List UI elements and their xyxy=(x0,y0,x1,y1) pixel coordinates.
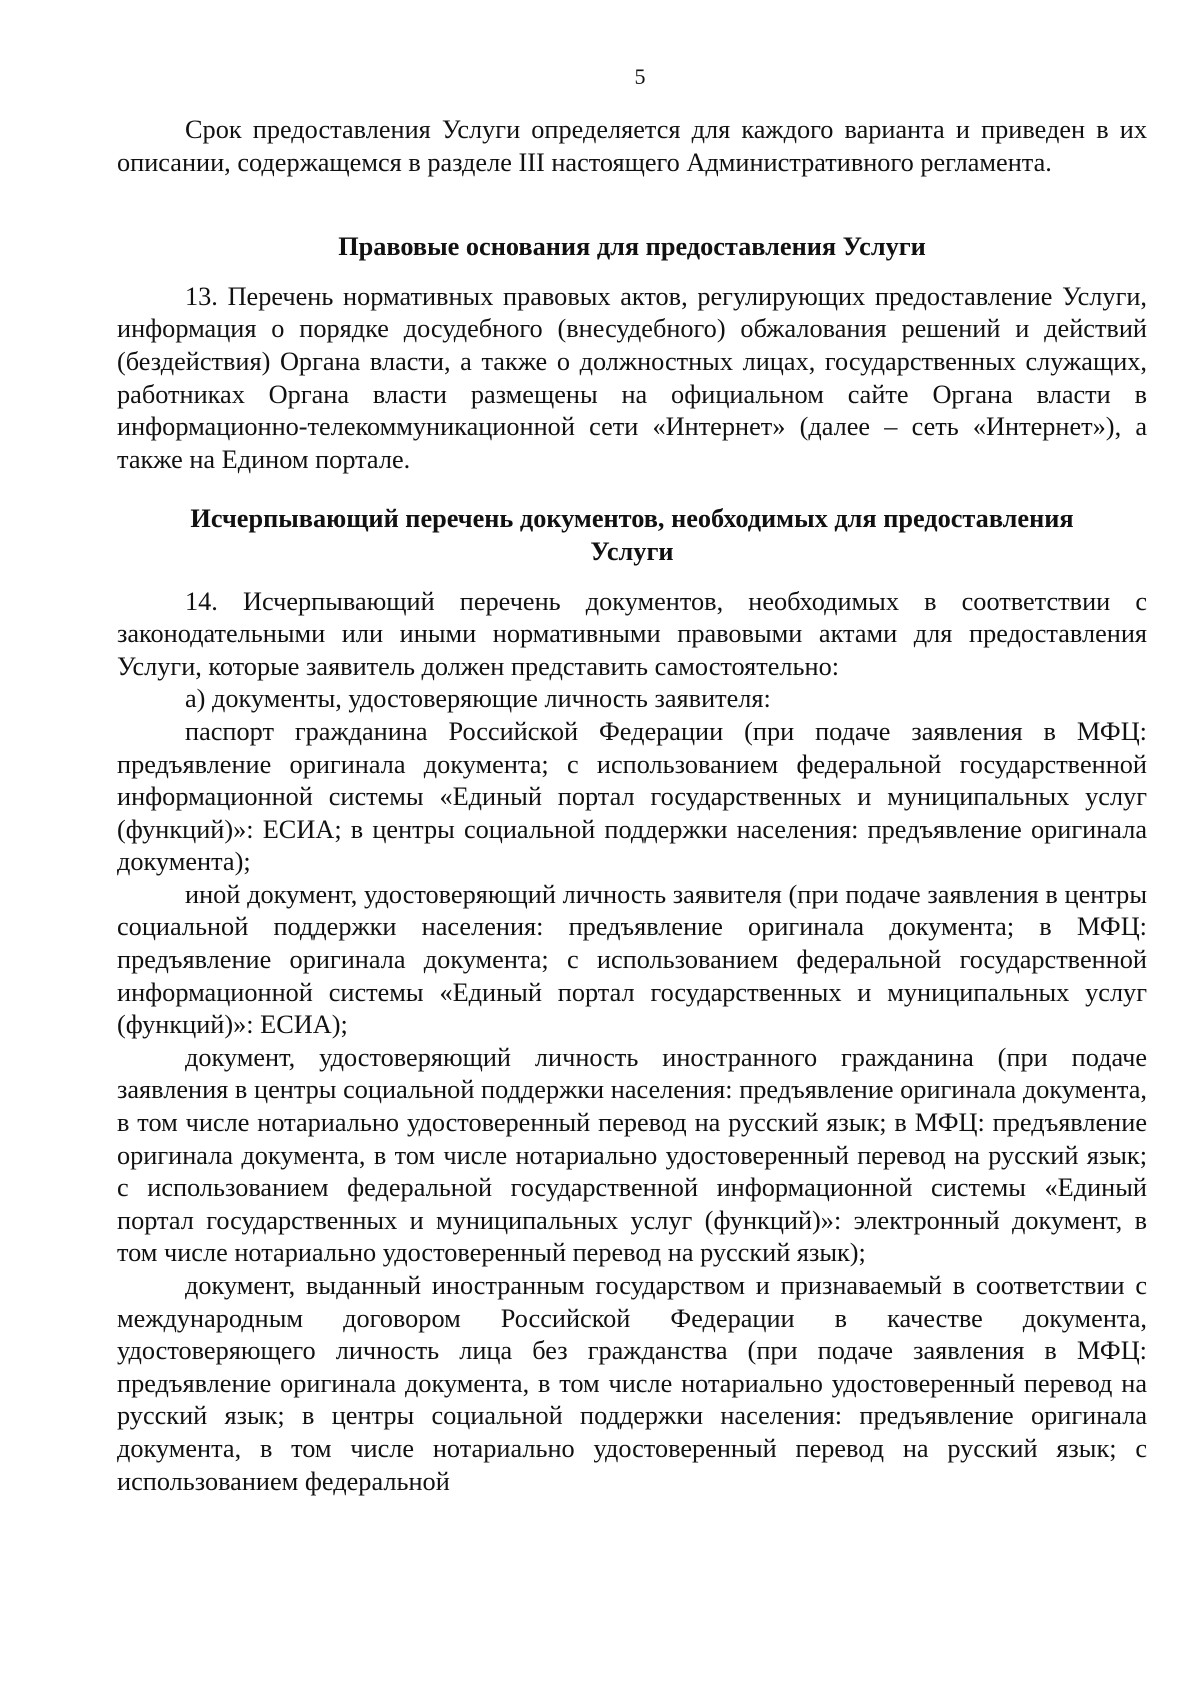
heading-required-documents: Исчерпывающий перечень документов, необходимых для предоставления Услуги xyxy=(190,504,1074,566)
list-item-a: а) документы, удостоверяющие личность заявителя: xyxy=(185,684,771,714)
paragraph-passport: паспорт гражданина Российской Федерации (при подаче заявления в МФЦ: предъявление оригинала документа; с использованием федеральной государственной информационной системы «Единый портал государственных и муниципальных услуг (функций)»: ЕСИА; в центры социальной поддержки населения: предъявление оригинала документа); xyxy=(117,716,1147,877)
paragraph-foreign-citizen-document: документ, удостоверяющий личность иностранного гражданина (при подаче заявления в центры социальной поддержки населения: предъявление оригинала документа, в том числе нотариально удостоверенный перевод на русский язык; в МФЦ: предъявление оригинала документа, в том числе нотариально удостоверенный перевод на русский язык; с использованием федеральной государственной информационной системы «Единый портал государственных и муниципальных услуг (функций)»: электронный документ, в том числе нотариально удостоверенный перевод на русский язык); xyxy=(117,1042,1147,1268)
page-number: 5 xyxy=(634,64,646,89)
paragraph-13: 13. Перечень нормативных правовых актов, регулирующих предоставление Услуги, информация о порядке досудебного (внесудебного) обжалования решений и действий (бездействия) Органа власти, а также о должностных лицах, государственных служащих, работниках Органа власти размещены на официальном сайте Органа власти в информационно-телекоммуникационной сети «Интернет» (далее – сеть «Интернет»), а также на Едином портале. xyxy=(117,281,1147,474)
heading-legal-basis: Правовые основания для предоставления Услуги xyxy=(338,232,926,262)
paragraph-14: 14. Исчерпывающий перечень документов, необходимых в соответствии с законодательными или иными нормативными правовыми актами для предоставления Услуги, которые заявитель должен представить самостоятельно: xyxy=(117,586,1147,681)
paragraph-service-term: Срок предоставления Услуги определяется для каждого варианта и приведен в их описании, содержащемся в разделе III настоящего Административного регламента. xyxy=(117,115,1147,177)
paragraph-other-identity-document: иной документ, удостоверяющий личность заявителя (при подаче заявления в центры социальной поддержки населения: предъявление оригинала документа; в МФЦ: предъявление оригинала документа; с использованием федеральной государственной информационной системы «Единый портал государственных и муниципальных услуг (функций)»: ЕСИА); xyxy=(117,879,1147,1040)
document-page xyxy=(117,64,1147,1498)
paragraph-stateless-person-document: документ, выданный иностранным государством и признаваемый в соответствии с международным договором Российской Федерации в качестве документа, удостоверяющего личность лица без гражданства (при подаче заявления в МФЦ: предъявление оригинала документа, в том числе нотариально удостоверенный перевод на русский язык; в центры социальной поддержки населения: предъявление оригинала документа, в том числе нотариально удостоверенный перевод на русский язык; с использованием федеральной xyxy=(117,1271,1147,1496)
